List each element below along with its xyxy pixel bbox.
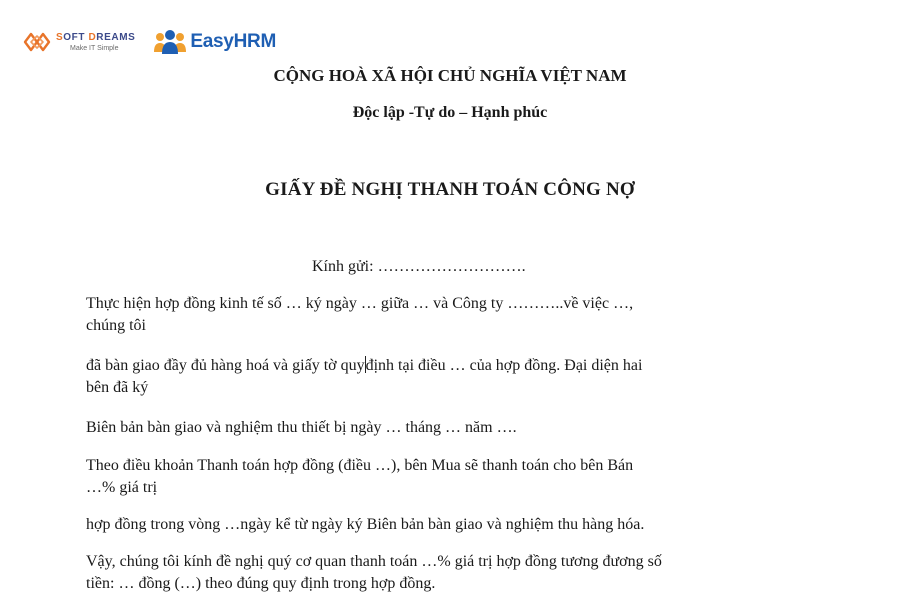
greeting-line: Kính gửi: ………………………. — [312, 258, 526, 275]
softdreams-logo — [22, 30, 135, 54]
paragraph-line: chúng tôi — [86, 317, 146, 334]
softdreams-tagline: Make IT Simple — [70, 44, 119, 52]
nation-heading: CỘNG HOÀ XÃ HỘI CHỦ NGHĨA VIỆT NAM — [273, 66, 627, 85]
paragraph-line: Vậy, chúng tôi kính đề nghị quý cơ quan thanh toán …% giá trị hợp đồng tương đương số — [86, 553, 662, 570]
paragraph-line: hợp đồng trong vòng …ngày kể từ ngày ký Biên bản bàn giao và nghiệm thu hàng hóa. — [86, 516, 645, 533]
paragraph-acceptance — [86, 417, 806, 439]
easyhrm-people-icon — [153, 28, 187, 56]
paragraph-line: Biên bản bàn giao và nghiệm thu thiết bị ngày … tháng … năm …. — [86, 419, 517, 436]
paragraph-payment-deadline — [86, 514, 806, 536]
motto-heading: Độc lập -Tự do – Hạnh phúc — [352, 104, 548, 121]
header-logos — [22, 27, 276, 57]
paragraph-line: bên đã ký — [86, 379, 149, 396]
paragraph-line: Thực hiện hợp đồng kinh tế số … ký ngày … giữa … và Công ty ………..về việc …, — [86, 295, 634, 312]
paragraph-payment-terms — [86, 455, 806, 499]
softdreams-mark-icon — [22, 30, 52, 54]
document-title: GIẤY ĐỀ NGHỊ THANH TOÁN CÔNG NỢ — [265, 179, 635, 200]
easyhrm-logo — [153, 28, 276, 56]
paragraph-line: tiền: … đồng (…) theo đúng quy định trong hợp đồng. — [86, 575, 436, 592]
paragraph-line: Theo điều khoản Thanh toán hợp đồng (điều …), bên Mua sẽ thanh toán cho bên Bán — [86, 457, 634, 474]
paragraph-contract — [86, 293, 806, 337]
softdreams-name: SOFT DREAMS — [56, 31, 136, 43]
paragraph-line: đã bàn giao đầy đủ hàng hoá và giấy tờ quyđịnh tại điều … của hợp đồng. Đại diện hai — [86, 357, 643, 374]
easyhrm-name: EasyHRM — [190, 31, 276, 52]
paragraph-line: …% giá trị — [86, 479, 158, 496]
paragraph-handover — [86, 355, 806, 399]
paragraph-request — [86, 551, 806, 595]
